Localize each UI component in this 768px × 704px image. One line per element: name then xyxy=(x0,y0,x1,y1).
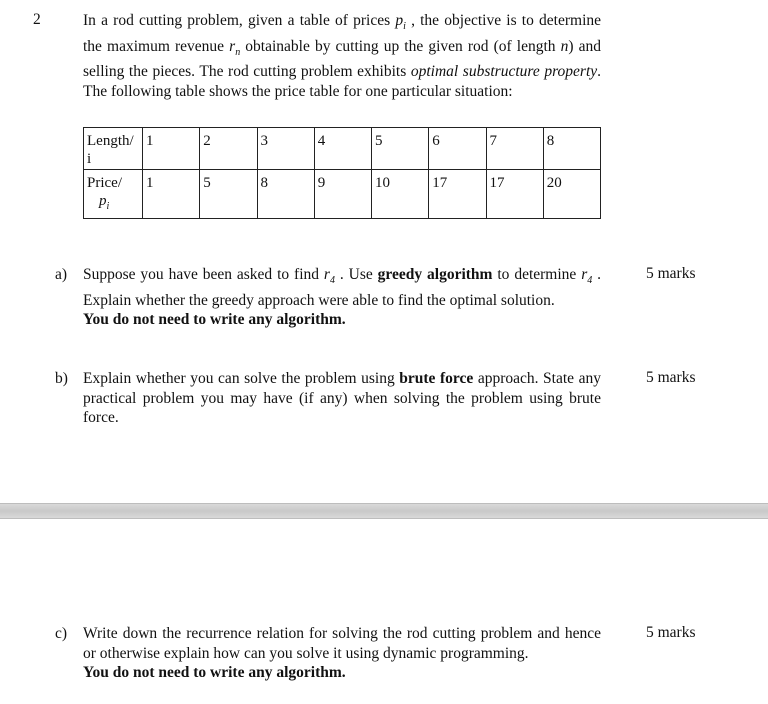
part-b-marks: 5 marks xyxy=(646,369,696,386)
price-cell: 10 xyxy=(372,170,429,219)
price-row-header: Price/ $p_i$ xyxy=(84,170,143,219)
question-number: 2 xyxy=(33,11,41,28)
part-a-note: You do not need to write any algorithm. xyxy=(83,311,346,328)
price-cell: 20 xyxy=(543,170,600,219)
italic-term: optimal substructure property xyxy=(410,63,598,80)
length-row-header: Length/ i xyxy=(84,128,143,170)
part-a xyxy=(55,265,601,330)
part-c-label: c) xyxy=(55,625,68,642)
length-cell: 5 xyxy=(372,128,429,170)
part-b-label: b) xyxy=(55,370,68,387)
part-b-text: Explain whether you can solve the problem using brute force approach. State any practical problem you may have (if any) when solving the problem using brute force. xyxy=(83,370,601,426)
price-row xyxy=(84,170,601,219)
part-b xyxy=(55,369,601,428)
r4-variable: $r_4$ xyxy=(323,266,335,286)
length-cell: 6 xyxy=(429,128,486,170)
part-c-marks: 5 marks xyxy=(646,624,696,641)
length-cell: 3 xyxy=(257,128,314,170)
part-a-label: a) xyxy=(55,266,68,283)
price-table xyxy=(83,127,601,219)
part-c xyxy=(55,624,601,683)
page-separator xyxy=(0,503,768,519)
price-cell: 8 xyxy=(257,170,314,219)
price-cell: 5 xyxy=(200,170,257,219)
part-a-marks: 5 marks xyxy=(646,265,696,282)
question-intro: In a rod cutting problem, given a table of prices $p_i$ , the objective is to determine the maximum revenue $r_n$ obtainable by cutting up the given rod (of length n) and selling the pieces. The rod cutting problem exhibits optimal substructure property. The following table shows the price table for one particular situation: xyxy=(83,12,602,100)
part-c-text: Write down the recurrence relation for solving the rod cutting problem and hence or otherwise explain how can you solve it using dynamic programming. You do not need to write any algorithm. xyxy=(83,625,601,681)
length-cell: 1 xyxy=(143,128,200,170)
revenue-variable: $r_n$ xyxy=(229,37,241,58)
price-cell: 9 xyxy=(314,170,371,219)
part-a-text: Suppose you have been asked to find $r_4$ . Use greedy algorithm to determine $r_4$ . Explain whether the greedy approach were able to find the optimal solution. You do not need to write any algorithm. xyxy=(83,266,602,328)
length-row xyxy=(84,128,601,170)
page-bottom xyxy=(0,519,768,704)
length-cell: 2 xyxy=(200,128,257,170)
price-row-variable: $p_i$ xyxy=(99,193,110,213)
price-cell: 1 xyxy=(143,170,200,219)
part-c-note: You do not need to write any algorithm. xyxy=(83,664,346,681)
price-cell: 17 xyxy=(486,170,543,219)
price-variable: $p_i$ xyxy=(395,12,406,32)
r4-variable: $r_4$ xyxy=(581,266,593,286)
length-cell: 4 xyxy=(314,128,371,170)
price-cell: 17 xyxy=(429,170,486,219)
length-cell: 8 xyxy=(543,128,600,170)
length-cell: 7 xyxy=(486,128,543,170)
